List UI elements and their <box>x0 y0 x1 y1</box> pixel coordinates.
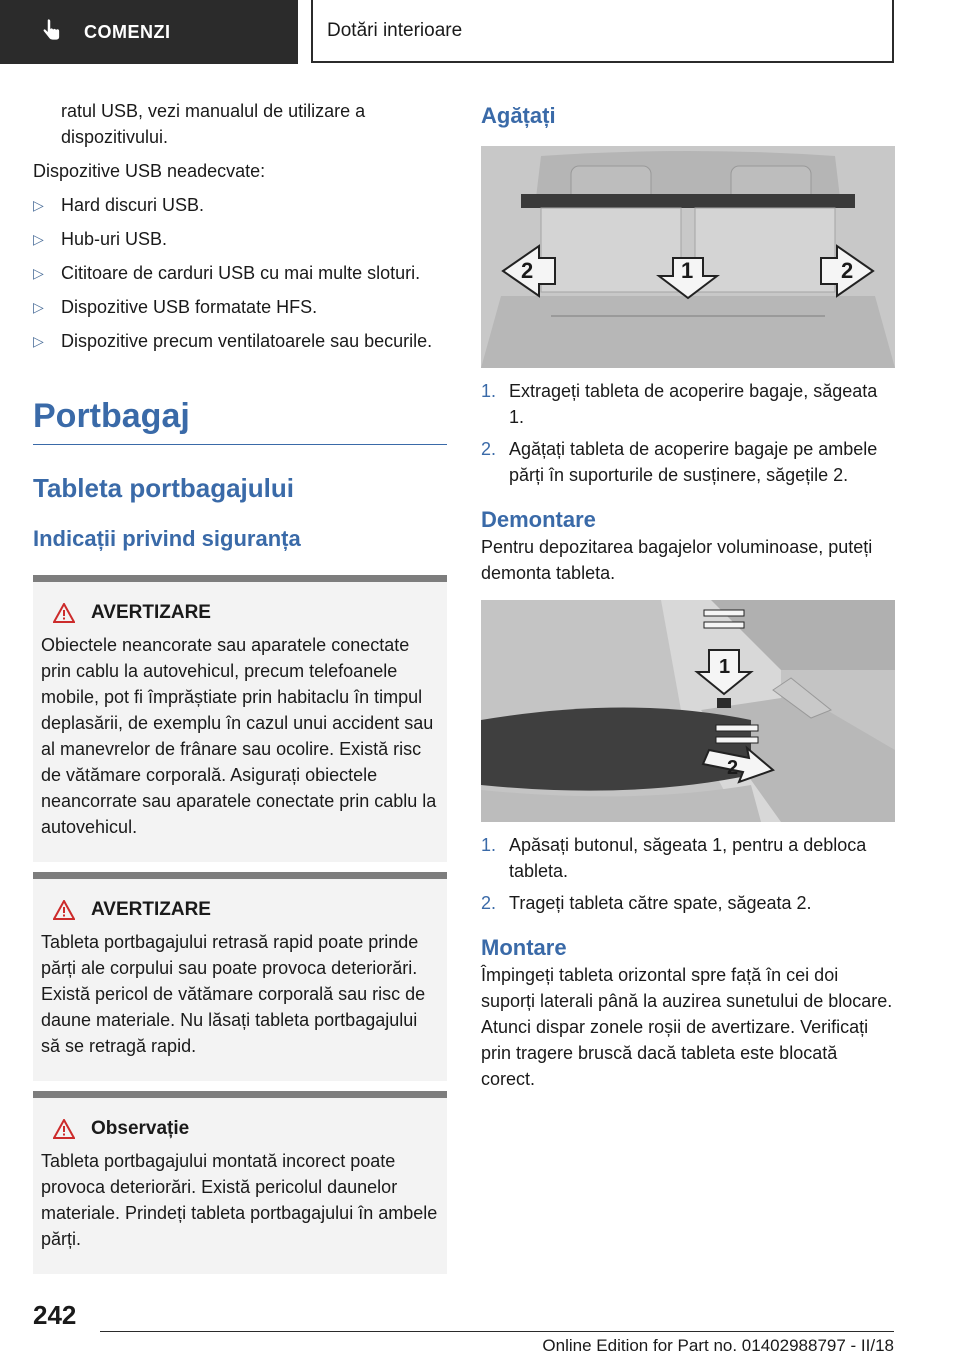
remove-steps <box>481 832 895 916</box>
notice-title: Observație <box>91 1118 190 1139</box>
hand-pointer-icon <box>38 19 64 45</box>
warning-text: Tableta portbagajului retrasă rapid poate prinde părți ale corpului sau poate provoca deteriorări. Există pericol de vătămare corporală sau risc de daune materiale. Nu lăsați tableta portbagajului să se retragă rapid. <box>41 932 426 1056</box>
figure-luggage-cover-remove <box>481 600 895 822</box>
right-column <box>481 98 895 1092</box>
warning-text: Obiectele neancorate sau aparatele conectate prin cablu la autovehicul, precum telefoanele mobile, pot fi împrăștiate prin habitaclu în timpul deplasării, de exemplu în cazul unui accident sau al manevrelor de frânare sau ocolire. Există risc de vătămare corporală. Asigurați obiectele neancorrate sau aparatele conectate prin cablu la autovehicul. <box>41 635 437 837</box>
warning-box <box>33 872 447 1081</box>
list-item: ▷ Hard discuri USB. <box>33 192 447 218</box>
figure-label-2-right: 2 <box>841 258 854 283</box>
intro-continuation: ratul USB, vezi manualul de utilizare a dispozitivului. <box>61 101 366 147</box>
warning-triangle-icon <box>53 603 75 623</box>
unsuitable-list <box>33 192 447 354</box>
remove-intro: Pentru depozitarea bagajelor voluminoase, puteți demonta tableta. <box>481 537 873 583</box>
page-number: 242 <box>33 1300 77 1330</box>
notice-text: Tableta portbagajului montată incorect poate provoca deteriorări. Există pericolul daunelor materiale. Prindeți tableta portbagajului în ambele părți. <box>41 1151 438 1249</box>
section-title: Dotări interioare <box>327 19 463 41</box>
notice-box <box>33 1091 447 1274</box>
list-item: ▷ Dispozitive USB formatate HFS. <box>33 294 447 320</box>
warning-box <box>33 575 447 862</box>
figure-label-1: 1 <box>719 656 731 678</box>
bullet-triangle-icon: ▷ <box>33 197 44 213</box>
heading-portbagaj: Portbagaj <box>33 396 447 445</box>
list-item: 2. Agățați tableta de acoperire bagaje pe ambele părți în suporturile de susținere, săgețile 2. <box>481 439 878 485</box>
mount-text: Împingeți tableta orizontal spre față în cei doi suporți laterali până la auzirea sunetului de blocare. Atunci dispar zonele roșii de avertizare. Verificați prin tragere bruscă dacă tableta este blocată corect. <box>481 965 893 1089</box>
chapter-tab[interactable] <box>0 0 298 64</box>
list-item: ▷ Dispozitive precum ventilatoarele sau becurile. <box>33 328 447 354</box>
section-header <box>311 0 894 63</box>
list-item: 1. Extrageți tableta de acoperire bagaje, săgeata 1. <box>481 381 878 427</box>
heading-mount: Montare <box>481 935 567 960</box>
bullet-triangle-icon: ▷ <box>33 333 44 349</box>
heading-tableta: Tableta portbagajului <box>33 473 294 503</box>
heading-hang: Agățați <box>481 103 556 128</box>
warning-title: AVERTIZARE <box>91 899 211 920</box>
figure-label-2-left: 2 <box>521 258 534 283</box>
chapter-title: COMENZI <box>84 21 171 42</box>
cover-detail-illustration <box>481 600 895 822</box>
heading-remove: Demontare <box>481 507 596 532</box>
heading-safety: Indicații privind siguranța <box>33 526 301 551</box>
hang-steps <box>481 378 895 488</box>
bullet-triangle-icon: ▷ <box>33 231 44 247</box>
list-item: 1. Apăsați butonul, săgeata 1, pentru a debloca tableta. <box>481 835 867 881</box>
notice-triangle-icon <box>53 1119 75 1139</box>
bullet-triangle-icon: ▷ <box>33 265 44 281</box>
figure-luggage-cover-hang <box>481 146 895 368</box>
edition-text: Online Edition for Part no. 01402988797 - II/18 <box>542 1336 894 1355</box>
list-item: ▷ Cititoare de carduri USB cu mai multe sloturi. <box>33 260 447 286</box>
footer-divider <box>100 1331 894 1332</box>
list-item: 2. Trageți tableta către spate, săgeata 2. <box>481 893 812 913</box>
bullet-triangle-icon: ▷ <box>33 299 44 315</box>
list-item: ▷ Hub-uri USB. <box>33 226 447 252</box>
left-column <box>33 98 447 1274</box>
figure-label-2: 2 <box>727 757 739 779</box>
warning-title: AVERTIZARE <box>91 602 211 623</box>
unsuitable-heading: Dispozitive USB neadecvate: <box>33 161 266 181</box>
trunk-illustration <box>481 146 895 368</box>
warning-triangle-icon <box>53 900 75 920</box>
figure-label-1: 1 <box>681 258 694 283</box>
